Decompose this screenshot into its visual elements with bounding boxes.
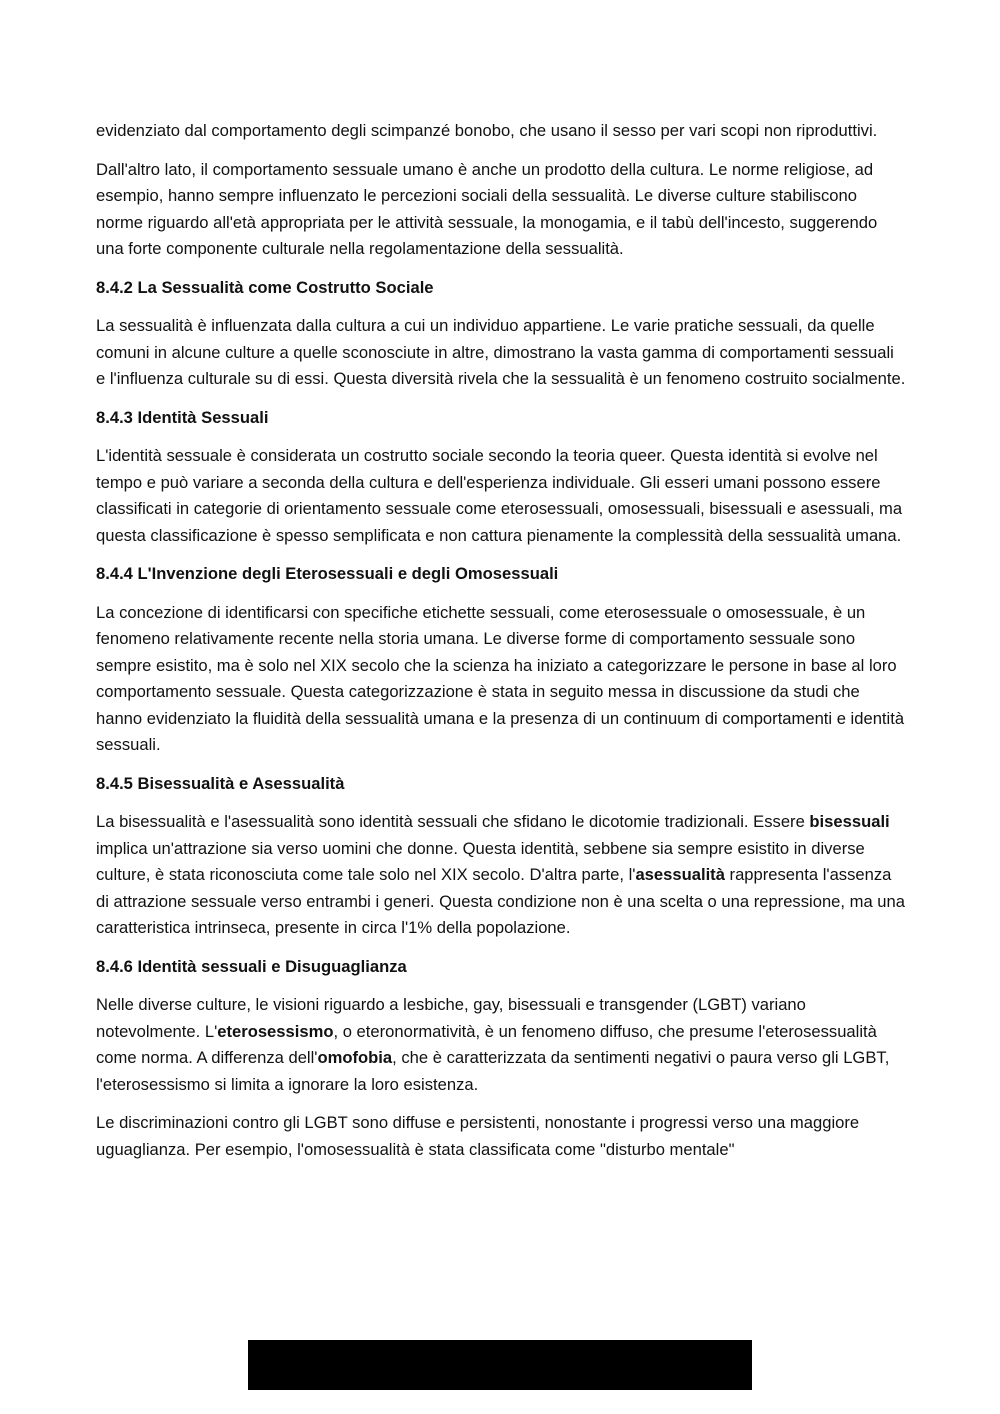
text-segment: Dall'altro lato, il comportamento sessuale umano è anche un prodotto della cultura. Le norme religiose, ad esempio, hanno sempre influenzato le percezioni sociali della sessualità. Le diverse culture stabiliscono norme riguardo all'età appropriata per le attività sessuale, la monogamia, e il tabù dell'incesto, suggerendo una forte componente culturale nella regolamentazione della sessualità. [96,159,878,258]
redaction-bar [248,1340,752,1390]
text-segment: , che è caratterizzata da sentimenti negativi o paura verso gli LGBT, l'eterosessismo si limita a ignorare la loro esistenza. [96,1048,890,1094]
document-page [96,118,906,1175]
heading-8-4-6: 8.4.6 Identità sessuali e Disuguaglianza [96,956,407,976]
bold-term: asessualità [635,865,725,884]
paragraph-8-4-6-a [96,992,906,1098]
bold-term: omofobia [317,1048,393,1067]
paragraph-8-4-4 [96,600,906,759]
text-segment: , o eteronormatività, è un fenomeno diffuso, che presume l'eterosessualità come norma. A differenza dell' [96,1021,877,1067]
bold-term: bisessuali [809,812,890,831]
text-segment: La concezione di identificarsi con specifiche etichette sessuali, come eterosessuale o omosessuale, è un fenomeno relativamente recente nella storia umana. Le diverse forme di comportamento sessuale sono sempre esistito, ma è solo nel XIX secolo che la scienza ha iniziato a categorizzare le persone in base al loro comportamento sessuale. Questa categorizzazione è stata in seguito messa in discussione da studi che hanno evidenziato la fluidità della sessualità umana e la presenza di un continuum di comportamenti e identità sessuali. [96,602,905,754]
heading-8-4-5: 8.4.5 Bisessualità e Asessualità [96,773,345,793]
text-segment: Nelle diverse culture, le visioni riguardo a lesbiche, gay, bisessuali e transgender (LGBT) variano notevolmente. L' [96,995,806,1041]
paragraph-8-4-5 [96,809,906,942]
paragraph-culture [96,157,906,263]
heading-8-4-2: 8.4.2 La Sessualità come Costrutto Sociale [96,277,434,297]
heading-8-4-4: 8.4.4 L'Invenzione degli Eterosessuali e degli Omosessuali [96,564,559,583]
paragraph-8-4-3 [96,443,906,549]
heading-8-4-3: 8.4.3 Identità Sessuali [96,407,269,427]
text-segment: Le discriminazioni contro gli LGBT sono diffuse e persistenti, nonostante i progressi verso una maggiore uguaglianza. Per esempio, l'omosessualità è stata classificata come "disturbo mentale" [96,1113,860,1159]
text-segment: rappresenta l'assenza di attrazione sessuale verso entrambi i generi. Questa condizione non è una scelta o una repressione, ma una caratteristica intrinseca, presente in circa l'1% della popolazione. [96,865,905,937]
text-segment: implica un'attrazione sia verso uomini che donne. Questa identità, sebbene sia sempre esistito in diverse culture, è stata riconosciuta come tale solo nel XIX secolo. D'altra parte, l' [96,838,865,884]
paragraph-bonobo [96,118,906,145]
paragraph-8-4-6-b [96,1110,906,1163]
text-segment: La sessualità è influenzata dalla cultura a cui un individuo appartiene. Le varie pratiche sessuali, da quelle comuni in alcune culture a quelle sconosciute in altre, dimostrano la vasta gamma di comportamenti sessuali e l'influenza culturale su di essi. Questa diversità rivela che la sessualità è un fenomeno costruito socialmente. [96,316,906,388]
paragraph-8-4-2 [96,313,906,393]
text-segment: La bisessualità e l'asessualità sono identità sessuali che sfidano le dicotomie tradizionali. Essere [96,812,810,831]
text-segment: evidenziato dal comportamento degli scimpanzé bonobo, che usano il sesso per vari scopi non riproduttivi. [96,121,878,140]
bold-term: eterosessismo [217,1021,334,1041]
text-segment: L'identità sessuale è considerata un costrutto sociale secondo la teoria queer. Questa identità si evolve nel tempo e può variare a seconda della cultura e dell'esperienza individuale. Gli esseri umani possono essere classificati in categorie di orientamento sessuale come eterosessuali, omosessuali, bisessuali e asessuali, ma questa classificazione è spesso semplificata e non cattura pienamente la complessità della sessualità umana. [96,446,903,545]
